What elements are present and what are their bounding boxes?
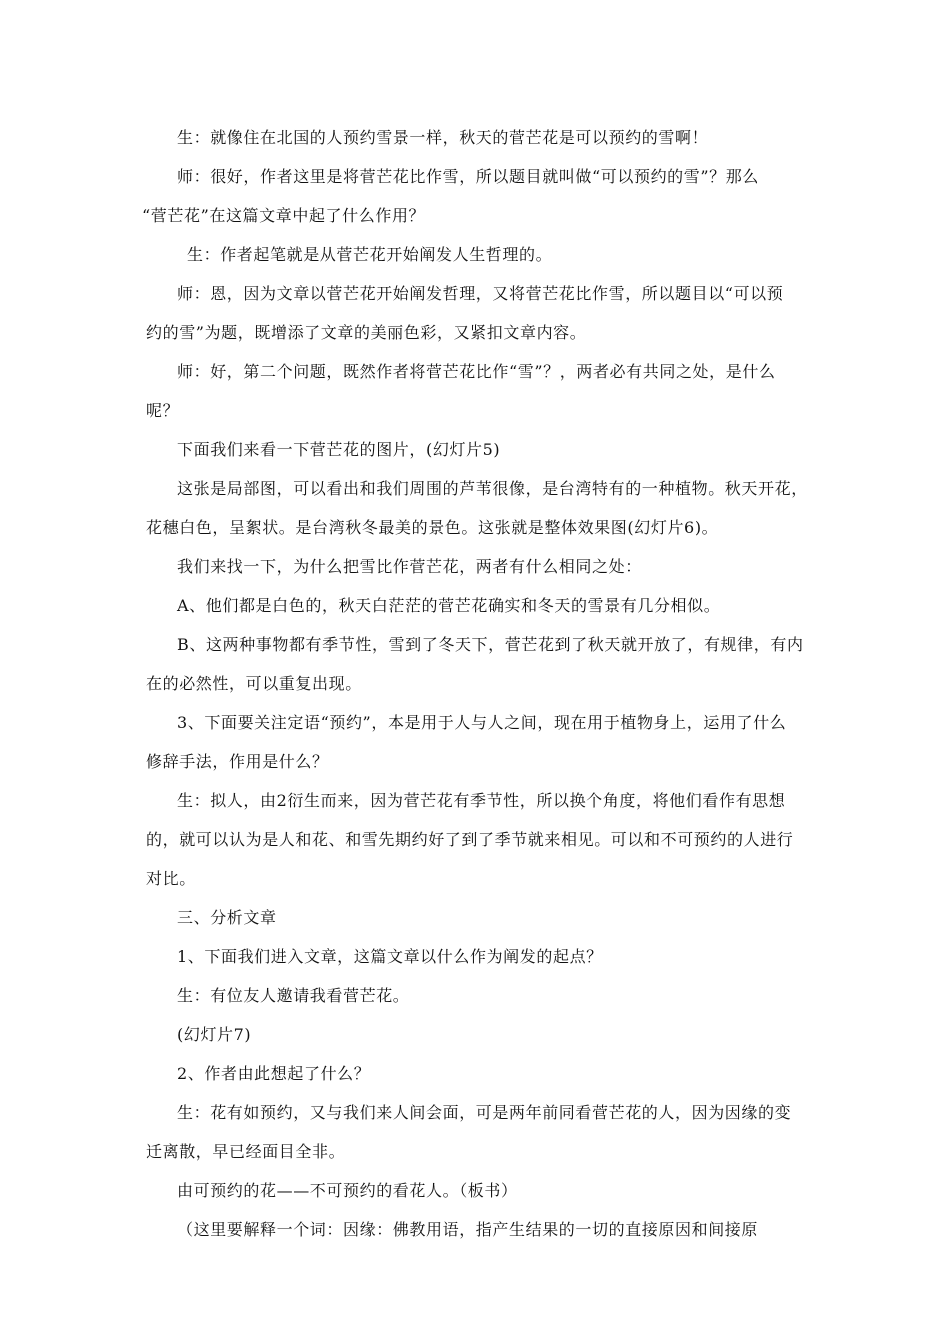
text-line: 迁离散，早已经面目全非。	[146, 1142, 346, 1161]
text-line: 下面我们来看一下菅芒花的图片，(幻灯片5)	[177, 440, 501, 459]
text-line: “菅芒花”在这篇文章中起了什么作用？	[142, 206, 426, 225]
text-line: 生：作者起笔就是从菅芒花开始阐发人生哲理的。	[187, 245, 553, 264]
text-line: 我们来找一下，为什么把雪比作菅芒花，两者有什么相同之处：	[177, 557, 642, 576]
text-line: 的，就可以认为是人和花、和雪先期约好了到了季节就来相见。可以和不可预约的人进行	[146, 830, 794, 849]
section-heading: 三、分析文章	[177, 908, 277, 927]
text-line: 在的必然性，可以重复出现。	[146, 674, 362, 693]
text-line: 3、下面要关注定语“预约”，本是用于人与人之间，现在用于植物身上，运用了什么	[177, 713, 787, 732]
text-line: 呢？	[146, 401, 180, 420]
text-line: 1、下面我们进入文章，这篇文章以什么作为阐发的起点？	[177, 947, 603, 966]
text-line: 生：就像住在北国的人预约雪景一样，秋天的菅芒花是可以预约的雪啊！	[177, 128, 709, 147]
text-line: 师：很好，作者这里是将菅芒花比作雪，所以题目就叫做“可以预约的雪”？那么	[177, 167, 759, 186]
text-line: 师：恩，因为文章以菅芒花开始阐发哲理，又将菅芒花比作雪，所以题目以“可以预	[177, 284, 784, 303]
text-line: B、这两种事物都有季节性，雪到了冬天下，菅芒花到了秋天就开放了，有规律，有内	[177, 635, 804, 654]
text-line: 对比。	[146, 869, 196, 888]
text-line: A、他们都是白色的，秋天白茫茫的菅芒花确实和冬天的雪景有几分相似。	[177, 596, 721, 615]
text-line: (幻灯片7)	[177, 1025, 252, 1044]
text-line: 师：好，第二个问题，既然作者将菅芒花比作“雪”？，两者必有共同之处，是什么	[177, 362, 776, 381]
text-line: 2、作者由此想起了什么？	[177, 1064, 371, 1083]
text-line: （这里要解释一个词：因缘：佛教用语，指产生结果的一切的直接原因和间接原	[177, 1220, 759, 1239]
text-line: 生：有位友人邀请我看菅芒花。	[177, 986, 410, 1005]
text-line: 修辞手法，作用是什么？	[146, 752, 329, 771]
text-line: 生：花有如预约，又与我们来人间会面，可是两年前同看菅芒花的人，因为因缘的变	[177, 1103, 792, 1122]
text-line: 约的雪”为题，既增添了文章的美丽色彩，又紧扣文章内容。	[146, 323, 587, 342]
text-line: 生：拟人，由2衍生而来，因为菅芒花有季节性，所以换个角度，将他们看作有思想	[177, 791, 786, 810]
text-line: 这张是局部图，可以看出和我们周围的芦苇很像，是台湾特有的一种植物。秋天开花，	[177, 479, 808, 498]
text-line: 花穗白色，呈絮状。是台湾秋冬最美的景色。这张就是整体效果图(幻灯片6)。	[146, 518, 719, 537]
text-line: 由可预约的花——不可预约的看花人。（板书）	[177, 1181, 518, 1200]
